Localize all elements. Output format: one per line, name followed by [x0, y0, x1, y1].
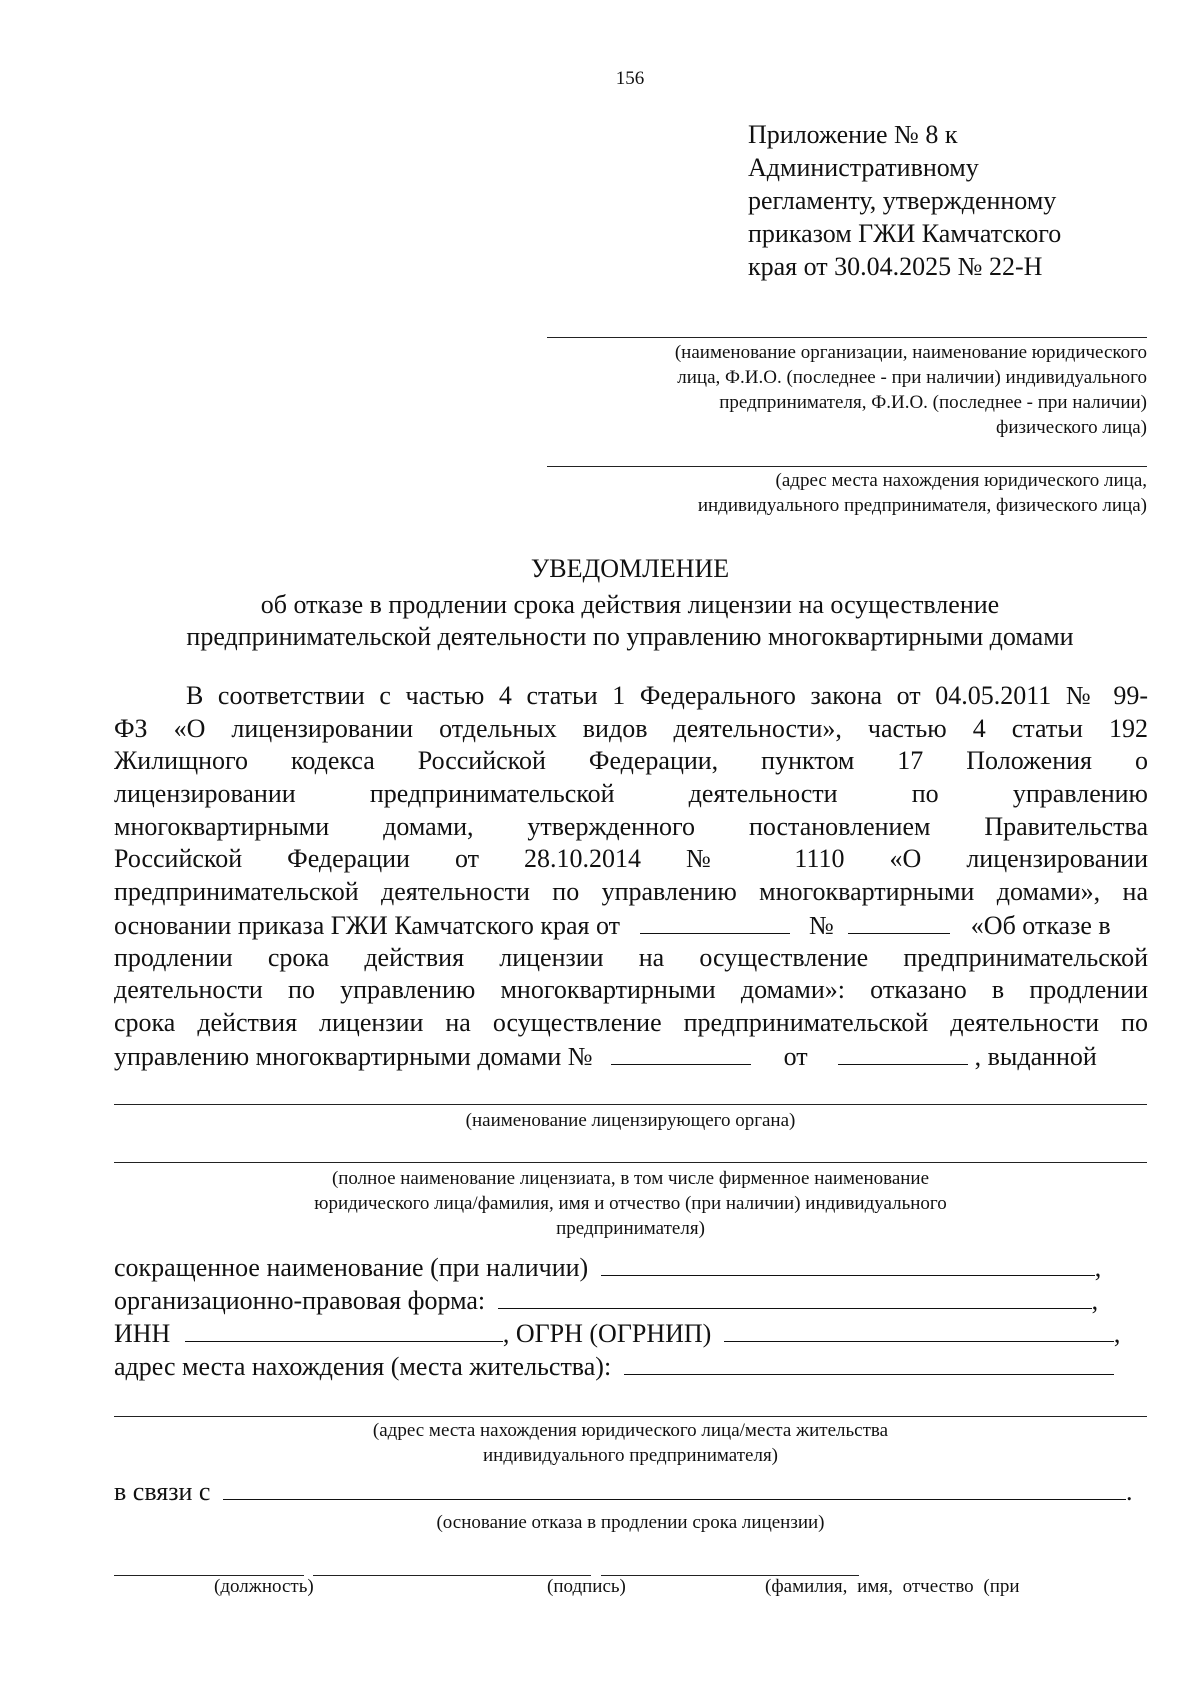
inn-row: ИНН , ОГРН (ОГРНИП) ,	[114, 1319, 1121, 1348]
document-subtitle: об отказе в продлении срока действия лицензии на осуществление	[260, 590, 1000, 619]
body-paragraph: В соответствии с частью 4 статьи 1 Федерального закона от 04.05.2011 № 99- ФЗ «О лицензировании отдельных видов деятельности», частью 4 статьи 192 Жилищного кодекса Российской Федерации, пунктом 17 Положения о лицензировании предпринимательской деятельности по управлению многоквартирными домами, утвержденного постановлением Правительства Российской Федерации от 28.10.2014 № 1110 «О лицензировании предпринимательской деятельности по управлению многоквартирными домами», на основании приказа ГЖИ Камчатского края от № «Об отказе в продлении срока действия лицензии на осуществление предпринимательской деятельности по управлению многоквартирными домами»: отказано в продлении срока действия лицензии на осуществление предпринимательской деятельности по управлению многоквартирными домами № от , выданной	[114, 681, 1148, 1071]
appendix-block	[748, 118, 1168, 283]
appendix-line: регламенту, утвержденному	[748, 186, 1057, 215]
address-continuation-line[interactable]	[114, 1416, 1147, 1417]
appendix-line: Административному	[748, 153, 979, 182]
license-number-field[interactable]	[611, 1040, 751, 1065]
address-caption: (адрес места нахождения юридического лица/места жительства индивидуального предпринимателя)	[372, 1420, 889, 1466]
reason-field[interactable]	[223, 1475, 1126, 1500]
legal-form-field[interactable]	[498, 1284, 1092, 1309]
address-row: адрес места нахождения (места жительства):	[114, 1350, 1114, 1382]
appendix-line: приказом ГЖИ Камчатского	[748, 219, 1062, 248]
recipient-caption: (наименование организации, наименование юридического лица, Ф.И.О. (последнее - при наличии) индивидуального предпринимателя, Ф.И.О. (последнее - при наличии) физического лица)	[674, 342, 1147, 438]
order-number-field[interactable]	[848, 909, 950, 934]
recipient-name-line[interactable]	[547, 337, 1147, 338]
license-number-line: управлению многоквартирными домами № от , выданной	[114, 1041, 1097, 1071]
license-date-field[interactable]	[838, 1040, 968, 1065]
document-title: УВЕДОМЛЕНИЕ	[530, 554, 730, 583]
ogrn-field[interactable]	[724, 1317, 1114, 1342]
signature-caption: (подпись)	[547, 1576, 626, 1597]
recipient-address-line[interactable]	[547, 466, 1147, 467]
order-date-field[interactable]	[640, 909, 790, 934]
short-name-field[interactable]	[601, 1251, 1095, 1276]
position-caption: (должность)	[214, 1576, 314, 1597]
licensee-line[interactable]	[114, 1162, 1147, 1163]
order-date-line: основании приказа ГЖИ Камчатского края от № «Об отказе в	[114, 910, 1111, 940]
appendix-line: края от 30.04.2025 № 22-Н	[748, 252, 1043, 281]
page-number: 156	[615, 68, 645, 89]
full-name-caption: (фамилия, имя, отчество (при	[765, 1576, 1020, 1597]
reason-caption: (основание отказа в продлении срока лицензии)	[436, 1512, 825, 1533]
reason-row: в связи с .	[114, 1477, 1133, 1506]
recipient-address-caption: (адрес места нахождения юридического лица, индивидуального предпринимателя, физического лица)	[697, 470, 1147, 516]
licensee-caption: (полное наименование лицензиата, в том числе фирменное наименование юридического лица/фамилия, имя и отчество (при наличии) индивидуального предпринимателя)	[314, 1168, 947, 1239]
licensing-body-line[interactable]	[114, 1104, 1147, 1105]
licensing-body-caption: (наименование лицензирующего органа)	[465, 1110, 796, 1131]
inn-field[interactable]	[185, 1317, 503, 1342]
appendix-line: Приложение № 8 к	[748, 120, 958, 149]
document-subtitle: предпринимательской деятельности по управлению многоквартирными домами	[186, 622, 1074, 651]
short-name-row: сокращенное наименование (при наличии) ,	[114, 1253, 1102, 1282]
address-field[interactable]	[624, 1350, 1114, 1375]
legal-form-row: организационно-правовая форма: ,	[114, 1286, 1099, 1315]
